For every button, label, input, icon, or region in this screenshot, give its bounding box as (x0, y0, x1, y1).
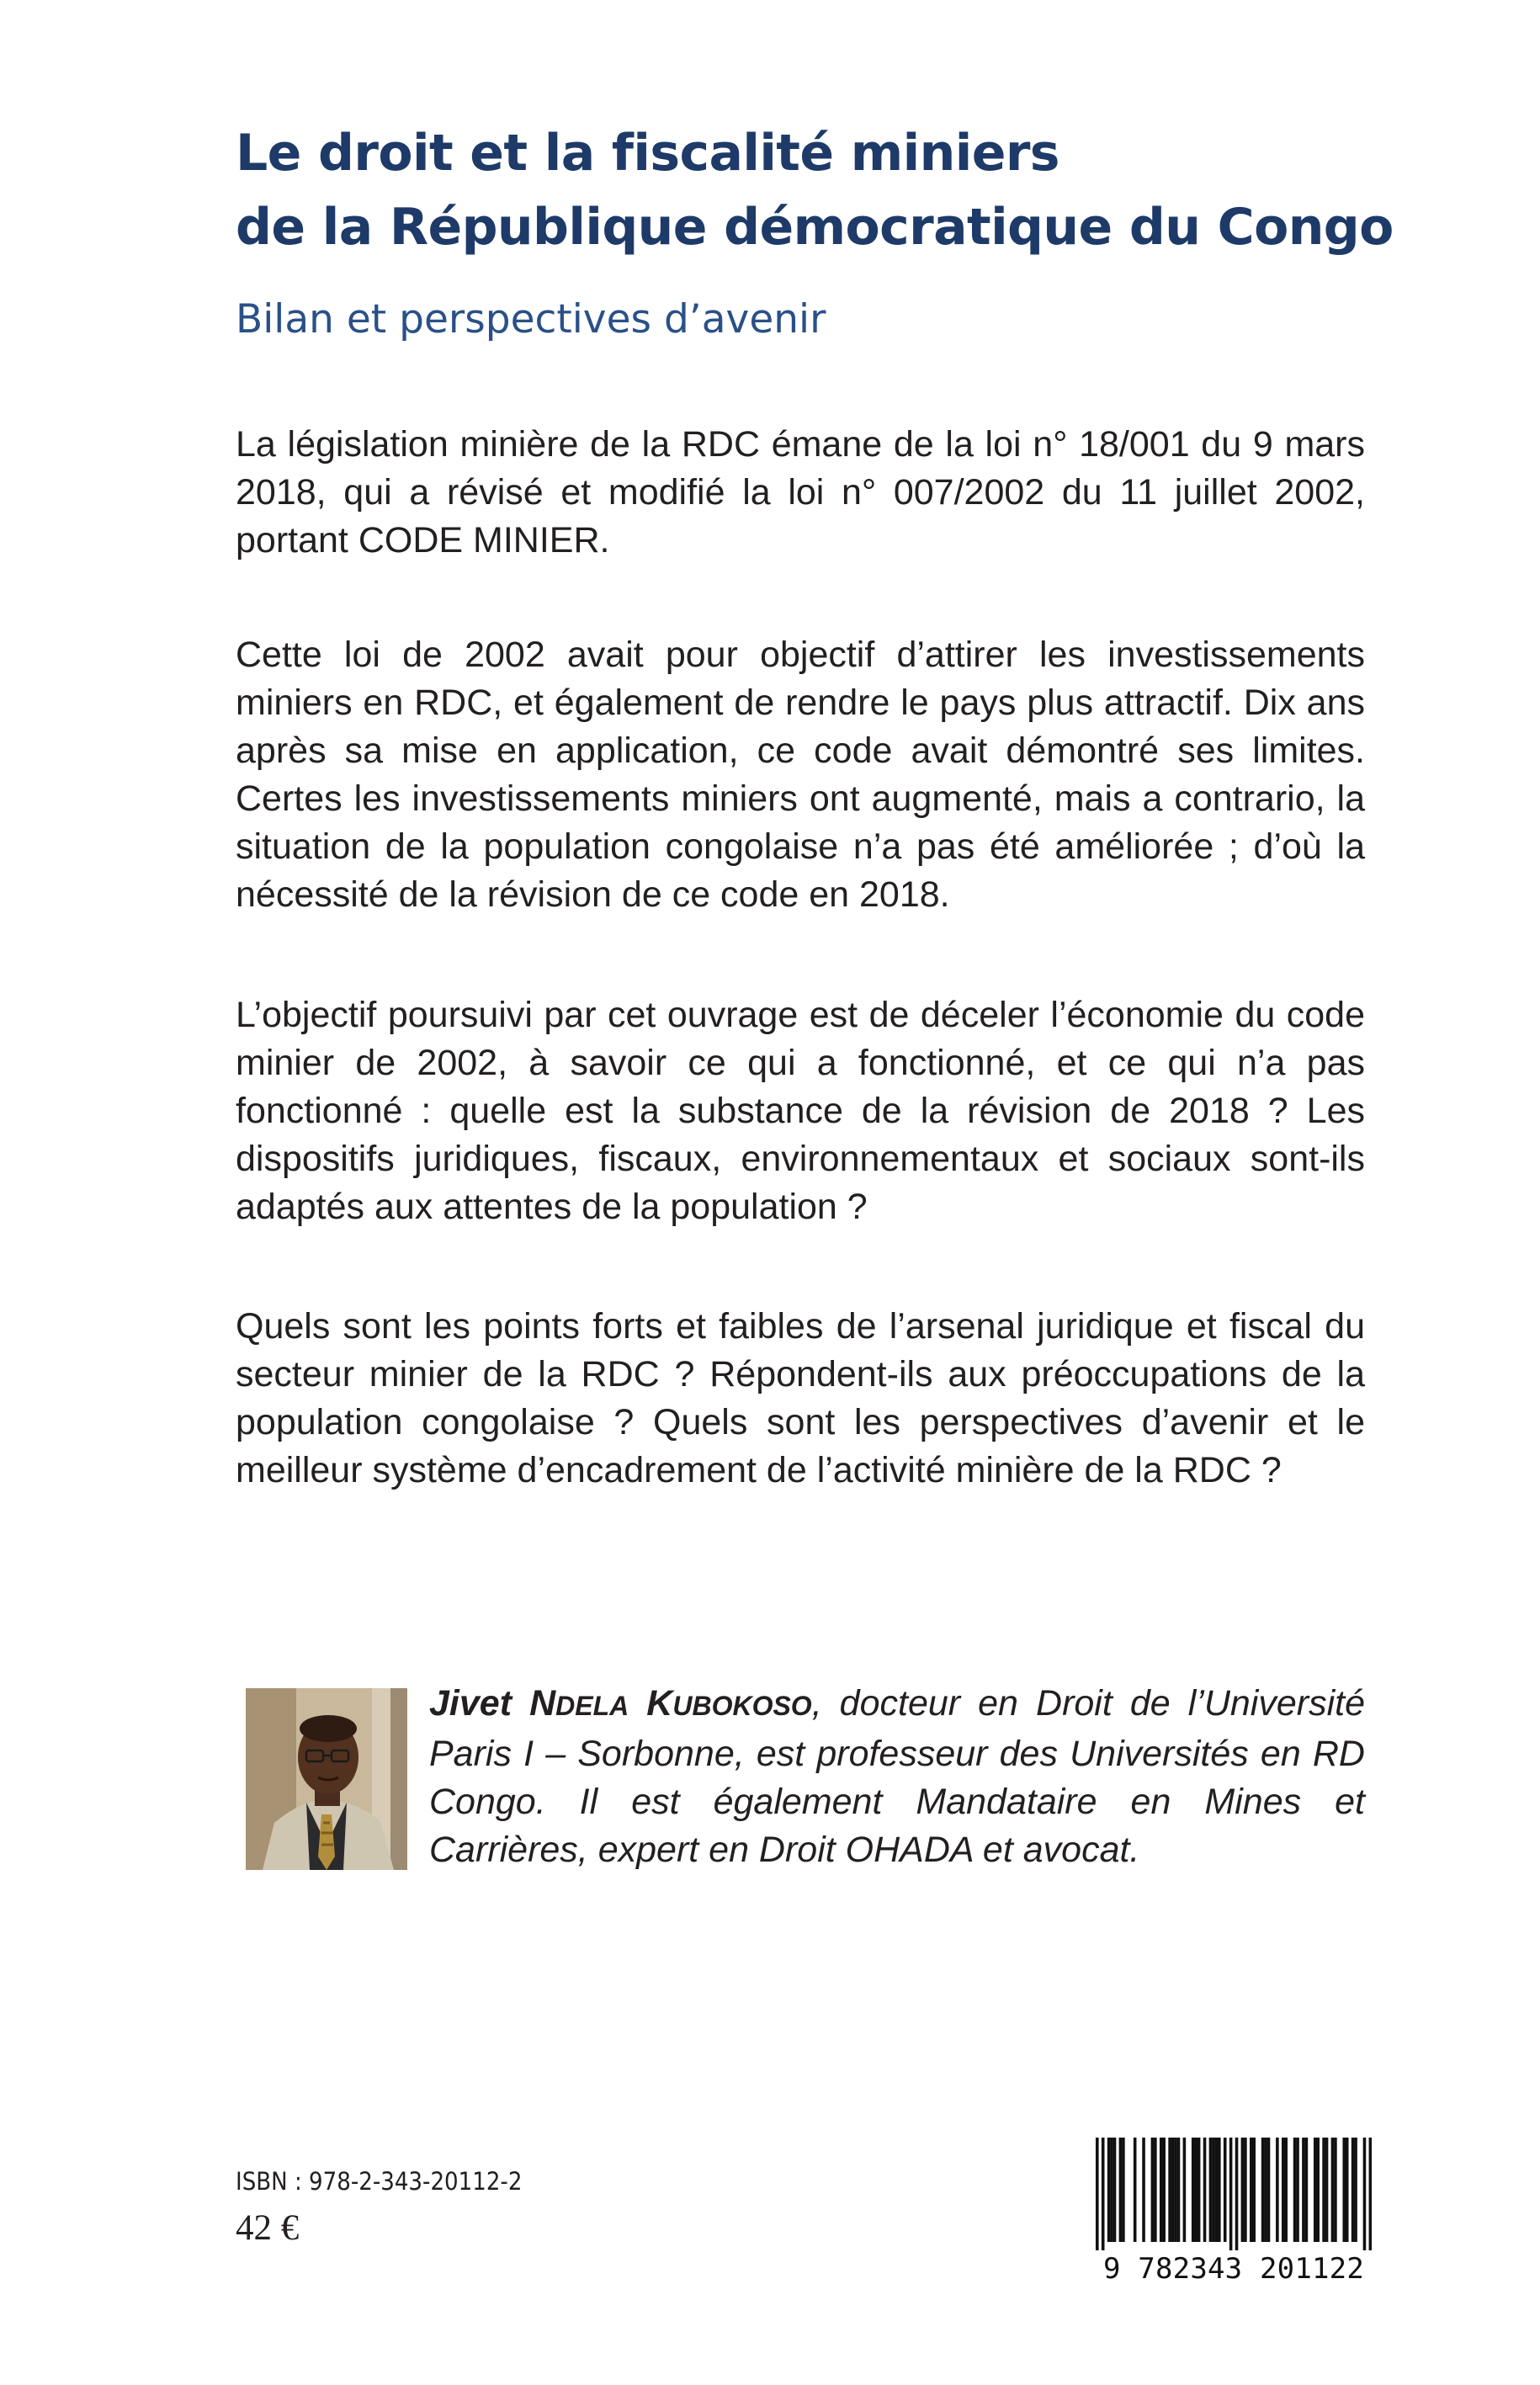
barcode-bar (1305, 2138, 1309, 2242)
barcode-bar (1096, 2138, 1099, 2250)
barcode-bar (1102, 2138, 1105, 2250)
summary-paragraph-2: Cette loi de 2002 avait pour objectif d’attirer les investissements miniers en RDC, et également de rendre le pays plus attractif. Dix ans après sa mise en application, ce code avait démontré ses limites. Certes les investissements miniers ont augmenté, mais a contrario, la situation de la population congolaise n’a pas été améliorée ; d’où la nécessité de la révision de ce code en 2018. (236, 635, 1365, 915)
isbn-label: ISBN : 978-2-343-20112-2 (236, 2167, 523, 2196)
barcode-bar (1244, 2138, 1247, 2242)
barcode-bar (1346, 2138, 1349, 2242)
author-surname-1-initial: N (529, 1683, 556, 1724)
barcode-bar (1342, 2138, 1346, 2242)
author-bio (429, 1680, 1365, 1874)
barcode-bar (1276, 2138, 1279, 2242)
barcode-bar (1171, 2138, 1175, 2242)
barcode-bar (1369, 2138, 1372, 2250)
barcode-bar (1354, 2138, 1357, 2242)
barcode-bar (1209, 2138, 1213, 2242)
barcode-bar (1197, 2138, 1201, 2242)
barcode-bar (1142, 2138, 1145, 2242)
barcode-bar (1224, 2138, 1227, 2242)
author-surname-2-rest: UBOKOSO (672, 1691, 812, 1721)
author-surname-1-rest: DELA (555, 1691, 629, 1721)
barcode-bar (1212, 2138, 1215, 2242)
barcode-bar (1168, 2138, 1171, 2242)
barcode-bar (1267, 2138, 1271, 2242)
barcode-bar (1162, 2138, 1166, 2242)
barcode-bar (1284, 2138, 1288, 2242)
barcode-digits: 9 782343 201122 (1102, 2252, 1365, 2286)
summary-paragraph-1: La législation minière de la RDC émane de la loi n° 18/001 du 9 mars 2018, qui a révisé et modifié la loi n° 007/2002 du 11 juillet 2002, portant CODE MINIER. (236, 424, 1365, 560)
book-title-line-1: Le droit et la fiscalité miniers (236, 124, 1059, 183)
summary-paragraph-4: Quels sont les points forts et faibles de l’arsenal juridique et fiscal du secteur minier de la RDC ? Répondent-ils aux préoccupations de la population congolaise ? Quels sont les perspectives d’avenir et le meilleur système d’encadrement de l’activité minière de la RDC ? (236, 1306, 1365, 1490)
author-surname-2-initial: K (646, 1683, 673, 1724)
author-first-name: Jivet (429, 1683, 512, 1724)
barcode-bar (1194, 2138, 1197, 2242)
barcode-bar (1110, 2138, 1113, 2242)
barcode-bar (1261, 2138, 1265, 2242)
barcode-bar (1215, 2138, 1219, 2242)
barcode-bar (1177, 2138, 1181, 2242)
barcode-bar (1107, 2138, 1111, 2242)
book-title-line-2: de la République démocratique du Congo (236, 198, 1394, 257)
book-subtitle: Bilan et perspectives d’avenir (236, 296, 826, 343)
barcode-bar (1229, 2138, 1233, 2250)
barcode-bar (1325, 2138, 1329, 2242)
summary-paragraph-3: L’objectif poursuivi par cet ouvrage est de déceler l’économie du code minier de 2002, à savoir ce qui a fonctionné, et ce qui n’a pas fonctionné : quelle est la substance de la révision de 2018 ? Les dispositifs juridiques, fiscaux, environnementaux et sociaux sont-ils adaptés aux attentes de la population ? (236, 995, 1365, 1227)
barcode-bar (1322, 2138, 1325, 2242)
barcode-bar (1151, 2138, 1155, 2242)
barcode-bar (1363, 2138, 1367, 2250)
barcode-bar (1252, 2138, 1256, 2242)
barcode-bar (1302, 2138, 1305, 2242)
barcode-bar (1122, 2138, 1125, 2242)
book-title (236, 116, 1431, 264)
barcode-bar (1334, 2138, 1337, 2242)
barcode-bar (1241, 2138, 1245, 2242)
barcode-bar (1174, 2138, 1177, 2242)
author-bio-text: , docteur en Droit de l’Université Paris I – Sorbonne, est professeur des Universités en RD Congo. Il est également Mandataire en Mines et Carrières, expert en Droit OHADA et avocat. (429, 1683, 1365, 1870)
barcode-bar (1296, 2138, 1299, 2242)
barcode-bar (1113, 2138, 1117, 2242)
author-name (429, 1683, 812, 1724)
author-photo (246, 1688, 407, 1870)
barcode-bar (1203, 2138, 1207, 2242)
barcode-bar (1119, 2138, 1123, 2242)
barcode-bar (1134, 2138, 1137, 2242)
barcode-bar (1293, 2138, 1297, 2242)
barcode-bar (1154, 2138, 1157, 2242)
barcode-bar (1250, 2138, 1253, 2242)
barcode-bar (1314, 2138, 1317, 2242)
barcode-bar (1192, 2138, 1195, 2242)
barcode-bar (1235, 2138, 1239, 2250)
barcode-bar (1218, 2138, 1221, 2242)
barcode-bar (1316, 2138, 1320, 2242)
barcode-bar (1282, 2138, 1285, 2242)
barcode-bar (1160, 2138, 1163, 2242)
barcode-bar (1331, 2138, 1335, 2242)
barcode-bar (1264, 2138, 1267, 2242)
price-label: 42 € (236, 2208, 300, 2248)
barcode-bar (1183, 2138, 1187, 2242)
barcode-bar (1351, 2138, 1355, 2242)
